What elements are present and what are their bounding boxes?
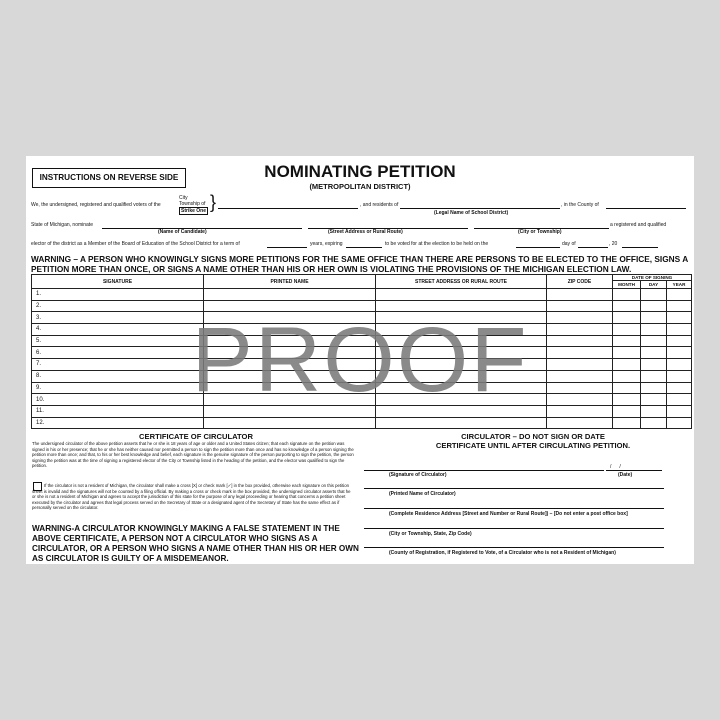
form-subtitle: (METROPOLITAN DISTRICT) <box>309 182 411 191</box>
row-number: 7. <box>36 361 42 368</box>
signature-header: SIGNATURE <box>32 275 204 289</box>
row-number: 11. <box>36 408 44 415</box>
circulator-heading-2: CERTIFICATE UNTIL AFTER CIRCULATING PETITION. <box>435 441 631 450</box>
printed-name-cell[interactable] <box>204 417 376 429</box>
county-field[interactable] <box>606 200 686 209</box>
date-label: (Date) <box>618 472 633 478</box>
year-cell[interactable] <box>667 289 692 301</box>
certificate-paragraph: The undersigned circulator of the above petition asserts that he or she is 18 years of age or older and a United States citizen; that each signature on the petition was signed in his or her presence; that he or she has neither caused nor permitted a person to sign the petition more than once and has no knowledge of a person signing the petition more than once; and that, to his or her best knowledge and belief, each signature is the genuine signature of the person purporting to sign the petition, the person signing the petition was at the time of signing a registered elector of the City or Township listed in the heading of the petition, and the elector was qualified to sign the petition. <box>32 441 354 469</box>
row-number: 10. <box>36 396 45 403</box>
date-slashes: // <box>610 464 629 470</box>
zip-cell[interactable] <box>547 300 613 312</box>
instructions-box: INSTRUCTIONS ON REVERSE SIDE <box>32 168 186 188</box>
elector-text-e: , 20 <box>609 241 618 247</box>
city-state-zip-field[interactable] <box>364 528 664 529</box>
day-header: DAY <box>641 281 667 289</box>
city-township-label: (City or Township) <box>518 229 562 235</box>
candidate-name-field[interactable] <box>102 220 302 229</box>
row-number: 6. <box>36 349 42 356</box>
certificate-heading: CERTIFICATE OF CIRCULATOR <box>139 432 253 441</box>
city-state-zip-label: (City or Township, State, Zip Code) <box>389 531 472 537</box>
circulator-heading-1: CIRCULATOR – DO NOT SIGN OR DATE <box>461 432 605 441</box>
brace-icon: } <box>210 192 217 212</box>
election-month-field[interactable] <box>578 239 608 248</box>
street-cell[interactable] <box>376 289 547 301</box>
signature-cell[interactable] <box>32 405 204 417</box>
row-number: 5. <box>36 338 42 345</box>
signature-cell[interactable] <box>32 300 204 312</box>
day-cell[interactable] <box>641 405 667 417</box>
month-cell[interactable] <box>613 289 641 301</box>
zip-cell[interactable] <box>547 289 613 301</box>
row-number: 1. <box>36 291 42 298</box>
row-number: 9. <box>36 384 42 391</box>
election-day-field[interactable] <box>516 239 560 248</box>
circulator-date-field[interactable] <box>606 470 662 471</box>
row-number: 2. <box>36 303 42 310</box>
day-cell[interactable] <box>641 417 667 429</box>
row-number: 3. <box>36 314 42 321</box>
candidate-city-field[interactable] <box>474 220 609 229</box>
expiring-field[interactable] <box>346 239 382 248</box>
street-header: STREET ADDRESS OR RURAL ROUTE <box>376 275 547 289</box>
year-cell[interactable] <box>667 300 692 312</box>
year-cell[interactable] <box>667 417 692 429</box>
month-header: MONTH <box>613 281 641 289</box>
term-years-field[interactable] <box>267 239 307 248</box>
candidate-name-label: (Name of Candidate) <box>158 229 207 235</box>
election-year-field[interactable] <box>622 239 658 248</box>
nonresident-paragraph: If the circulator is not a resident of Michigan, the circulator shall make a cross [X] or check mark [✓] in the box provided, otherwise each signature on this petition sheet is invalid and the signatures will not be counted by a filing official. By making a cross or check mark in the box provided, the undersigned circulator asserts that he or she is not a resident of Michigan and agrees to accept the jurisdiction of this state for the purpose of any legal proceeding or hearing that concerns a petition sheet executed by the circulator and agrees that legal process served on the Secretary of State or a designated agent of the Secretary of State has the same effect as if personally served on the circulator. <box>32 483 351 511</box>
county-registration-label: (County of Registration, if Registered to Vote, of a Circulator who is not a Resident of Michigan) <box>389 550 616 556</box>
petition-sheet <box>26 156 694 564</box>
year-header: YEAR <box>667 281 692 289</box>
school-district-field[interactable] <box>400 200 560 209</box>
signer-warning: WARNING – A PERSON WHO KNOWINGLY SIGNS MORE PETITIONS FOR THE SAME OFFICE THAN THERE ARE PERSONS TO BE ELECTED TO THE OFFICE, SIGNS A PETITION MORE THAN ONCE, OR SIGNS A NAME OTHER THAN HIS OR HER OWN IS VIOLATING THE PROVISIONS OF THE MICHIGAN ELECTION LAW. <box>31 254 688 274</box>
signature-of-circulator-label: (Signature of Circulator) <box>389 472 447 478</box>
proof-watermark: PROOF <box>191 309 529 411</box>
residence-address-label: (Complete Residence Address [Street and Number or Rural Route]) – [Do not enter a post office box] <box>389 511 628 517</box>
day-cell[interactable] <box>641 289 667 301</box>
township-name-field[interactable] <box>218 200 358 209</box>
printed-name-cell[interactable] <box>204 289 376 301</box>
signature-row <box>32 289 692 301</box>
candidate-street-field[interactable] <box>308 220 468 229</box>
county-registration-field[interactable] <box>364 547 664 548</box>
elector-text-c: to be voted for at the election to be held on the <box>385 241 489 247</box>
zip-header: ZIP CODE <box>547 275 613 289</box>
zip-cell[interactable] <box>547 417 613 429</box>
date-of-signing-header: DATE OF SIGNING <box>613 275 692 281</box>
signature-cell[interactable] <box>32 289 204 301</box>
month-cell[interactable] <box>613 300 641 312</box>
row-number: 4. <box>36 326 42 333</box>
printed-name-field[interactable] <box>364 488 664 489</box>
nominate-text: State of Michigan, nominate <box>31 222 93 228</box>
elector-text-a: elector of the district as a Member of the Board of Education of the School District for a term of <box>31 241 240 247</box>
zip-cell[interactable] <box>547 405 613 417</box>
year-cell[interactable] <box>667 405 692 417</box>
circulator-signature-field[interactable] <box>364 470 604 471</box>
form-title: NOMINATING PETITION <box>264 162 456 181</box>
strike-one-note: Strike One <box>181 208 207 214</box>
street-cell[interactable] <box>376 417 547 429</box>
elector-text-b: years, expiring <box>310 241 343 247</box>
month-cell[interactable] <box>613 417 641 429</box>
row-number: 8. <box>36 373 42 380</box>
residence-address-field[interactable] <box>364 508 664 509</box>
choice-city: City <box>179 195 188 201</box>
residents-of-text: , and residents of <box>360 202 399 208</box>
choice-township: Township of <box>179 201 206 207</box>
month-cell[interactable] <box>613 405 641 417</box>
row-number: 12. <box>36 419 45 426</box>
printed-name-header: PRINTED NAME <box>204 275 376 289</box>
registered-qualified-text: a registered and qualified <box>610 222 667 228</box>
circulator-warning: WARNING-A CIRCULATOR KNOWINGLY MAKING A FALSE STATEMENT IN THE ABOVE CERTIFICATE, A PERSON NOT A CIRCULATOR WHO SIGNS AS A CIRCULATOR, OR A PERSON WHO SIGNS A NAME OTHER THAN HIS OR HER OWN AS CIRCULATOR IS GUILTY OF A MISDEMEANOR. <box>32 524 359 563</box>
printed-name-label: (Printed Name of Circulator) <box>389 491 456 497</box>
school-district-label: (Legal Name of School District) <box>434 210 509 216</box>
street-address-label: (Street Address or Rural Route) <box>328 229 403 235</box>
county-of-text: , in the County of <box>561 202 599 208</box>
elector-text-d: day of <box>562 241 576 247</box>
signature-row <box>32 417 692 429</box>
signature-cell[interactable] <box>32 417 204 429</box>
day-cell[interactable] <box>641 300 667 312</box>
voters-line-text: We, the undersigned, registered and qualified voters of the <box>31 202 161 208</box>
